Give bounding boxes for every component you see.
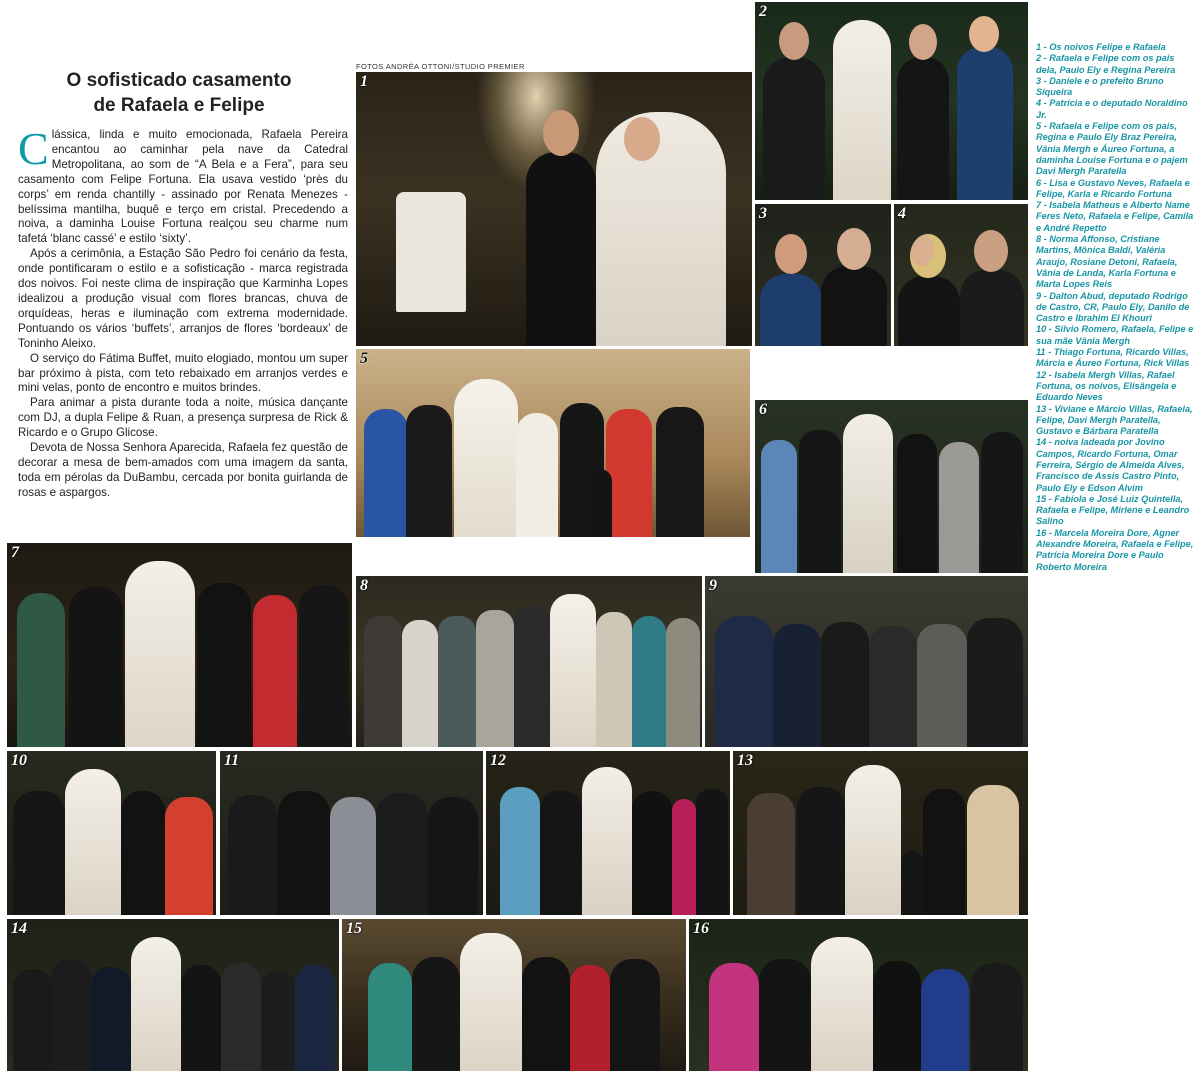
title-line-2: de Rafaela e Felipe: [93, 95, 265, 116]
photo-credit: FOTOS ANDRÉA OTTONI/STUDIO PREMIER: [356, 62, 525, 71]
article-body: [18, 123, 348, 501]
drop-cap: C: [18, 123, 49, 174]
caption-14: 14 - noiva ladeada por Jovino Campos, Ricardo Fortuna, Omar Ferreira, Sérgio de Almeida Alves, Francisco de Assis Castro Pinto, Paulo Ely e Edson Alvim: [1036, 437, 1185, 493]
photo-number-7: 7: [11, 544, 19, 561]
photo-12: [486, 751, 730, 915]
photo-16: [689, 919, 1028, 1071]
photo-number-10: 10: [11, 752, 27, 769]
caption-10: 10 - Silvio Romero, Rafaela, Felipe e sua mãe Vânia Mergh: [1036, 324, 1194, 346]
caption-15: 15 - Fabíola e José Luiz Quintella, Rafaela e Felipe, Mirlene e Leandro Salino: [1036, 493, 1190, 527]
photo-number-1: 1: [360, 73, 368, 90]
paragraph-3: O serviço do Fátima Buffet, muito elogiado, montou um super bar próximo à pista, com teto rebaixado em arranjos verdes e mini velas, ponto de encontro e muitos brindes.: [18, 351, 348, 395]
photo-7: [7, 543, 352, 747]
photo-number-6: 6: [759, 401, 767, 418]
caption-4: 4 - Patrícia e o deputado Noraldino Jr.: [1036, 98, 1188, 120]
photo-10: [7, 751, 216, 915]
caption-1: 1 - Os noivos Felipe e Rafaela: [1036, 42, 1166, 52]
photo-2: [755, 2, 1028, 200]
photo-number-13: 13: [737, 752, 753, 769]
photo-number-14: 14: [11, 920, 27, 937]
caption-12: 12 - Isabela Mergh Villas, Rafael Fortuna, os noivos, Elisângela e Eduardo Neves: [1036, 369, 1177, 403]
photo-number-9: 9: [709, 577, 717, 594]
photo-4: [894, 204, 1028, 346]
photo-14: [7, 919, 339, 1071]
caption-6: 6 - Lisa e Gustavo Neves, Rafaela e Felipe, Karla e Ricardo Fortuna: [1036, 177, 1190, 199]
caption-2: 2 - Rafaela e Felipe com os pais dela, Paulo Ely e Regina Pereira: [1036, 53, 1176, 75]
photo-number-11: 11: [224, 752, 240, 769]
caption-5: 5 - Rafaela e Felipe com os pais, Regina e Paulo Ely Braz Pereira, Vânia Mergh e Áureo Fortuna, a daminha Louise Fortuna e o pajem Davi Mergh Paratella: [1036, 121, 1188, 177]
paragraph-4: Para animar a pista durante toda a noite, música dançante com DJ, a dupla Felipe & Ruan, a presença surpresa de Rick & Ricardo e o Grupo Glicose.: [18, 396, 348, 440]
caption-8: 8 - Norma Affonso, Cristiane Martins, Mônica Baldi, Valéria Araujo, Rosiane Detoni, Rafaela, Vânia de Landa, Karla Fortuna e Marta Lopes Reis: [1036, 234, 1178, 290]
caption-7: 7 - Isabela Matheus e Alberto Name Feres Neto, Rafaela e Felipe, Camila e André Repetto: [1036, 200, 1194, 233]
caption-13: 13 - Viviane e Márcio Villas, Rafaela, Felipe, Davi Mergh Paratella, Gustavo e Bárbara Paratella: [1036, 403, 1193, 437]
caption-11: 11 - Thiago Fortuna, Ricardo Villas, Márcia e Áureo Fortuna, Rick Villas: [1036, 347, 1190, 369]
photo-8: [356, 576, 702, 747]
article-title: [20, 68, 338, 118]
title-line-1: O sofisticado casamento: [66, 70, 292, 91]
caption-16: 16 - Marcela Moreira Dore, Agner Alexandre Moreira, Rafaela e Felipe, Patrícia Moreira Dore e Paulo Roberto Moreira: [1036, 527, 1194, 572]
paragraph-1: [18, 123, 348, 247]
photo-number-12: 12: [490, 752, 506, 769]
photo-number-16: 16: [693, 920, 709, 937]
photo-captions: [1036, 42, 1196, 573]
paragraph-2: Após a cerimônia, a Estação São Pedro foi cenário da festa, onde pontificaram o estilo e a sofisticação - marca registrada dos noivos. Foi neste clima de inspiração que Karminha Lopes idealizou a produção visual com flores brancas, chuva de orquídeas, heras e iluminação com extrema modernidade. Pontuando os vários ‘buffets’, arranjos de flores ‘bordeaux’ de Toninho Aleixo.: [18, 247, 348, 350]
photo-number-8: 8: [360, 577, 368, 594]
photo-number-5: 5: [360, 350, 368, 367]
paragraph-5: Devota de Nossa Senhora Aparecida, Rafaela fez questão de decorar a mesa de bem-amados com uma imagem da santa, toda em pérolas da DuBambu, cercada por bonita guirlanda de rosas e aspargos.: [18, 441, 348, 499]
caption-9: 9 - Dalton Abud, deputado Rodrigo de Castro, CR, Paulo Ely, Danilo de Castro e Ibrahim El Khouri: [1036, 290, 1190, 324]
photo-number-15: 15: [346, 920, 362, 937]
photo-11: [220, 751, 483, 915]
photo-3: [755, 204, 891, 346]
caption-3: 3 - Daniele e o prefeito Bruno Siqueira: [1036, 75, 1164, 98]
photo-15: [342, 919, 686, 1071]
photo-1: [356, 72, 752, 346]
photo-6: [755, 400, 1028, 573]
photo-number-2: 2: [759, 3, 767, 20]
paragraph-1-text: lássica, linda e muito emocionada, Rafaela Pereira encantou ao caminhar pela nave da Catedral Metropolitana, ao som de “A Bela e a Fera”, para seu casamento com Felipe Fortuna. Ela usava vestido ‘près du corps’ em renda chantilly - assinado por Renata Menezes - belíssima mantilha, buquê e terço em cristal. Precedendo a noiva, a daminha Louise Fortuna realçou seu charme num tafetá ‘blanc cassé’ e estilo ‘sixty’.: [18, 128, 348, 246]
photo-5: [356, 349, 750, 537]
photo-number-4: 4: [898, 205, 906, 222]
photo-9: [705, 576, 1028, 747]
photo-13: [733, 751, 1028, 915]
photo-number-3: 3: [759, 205, 767, 222]
